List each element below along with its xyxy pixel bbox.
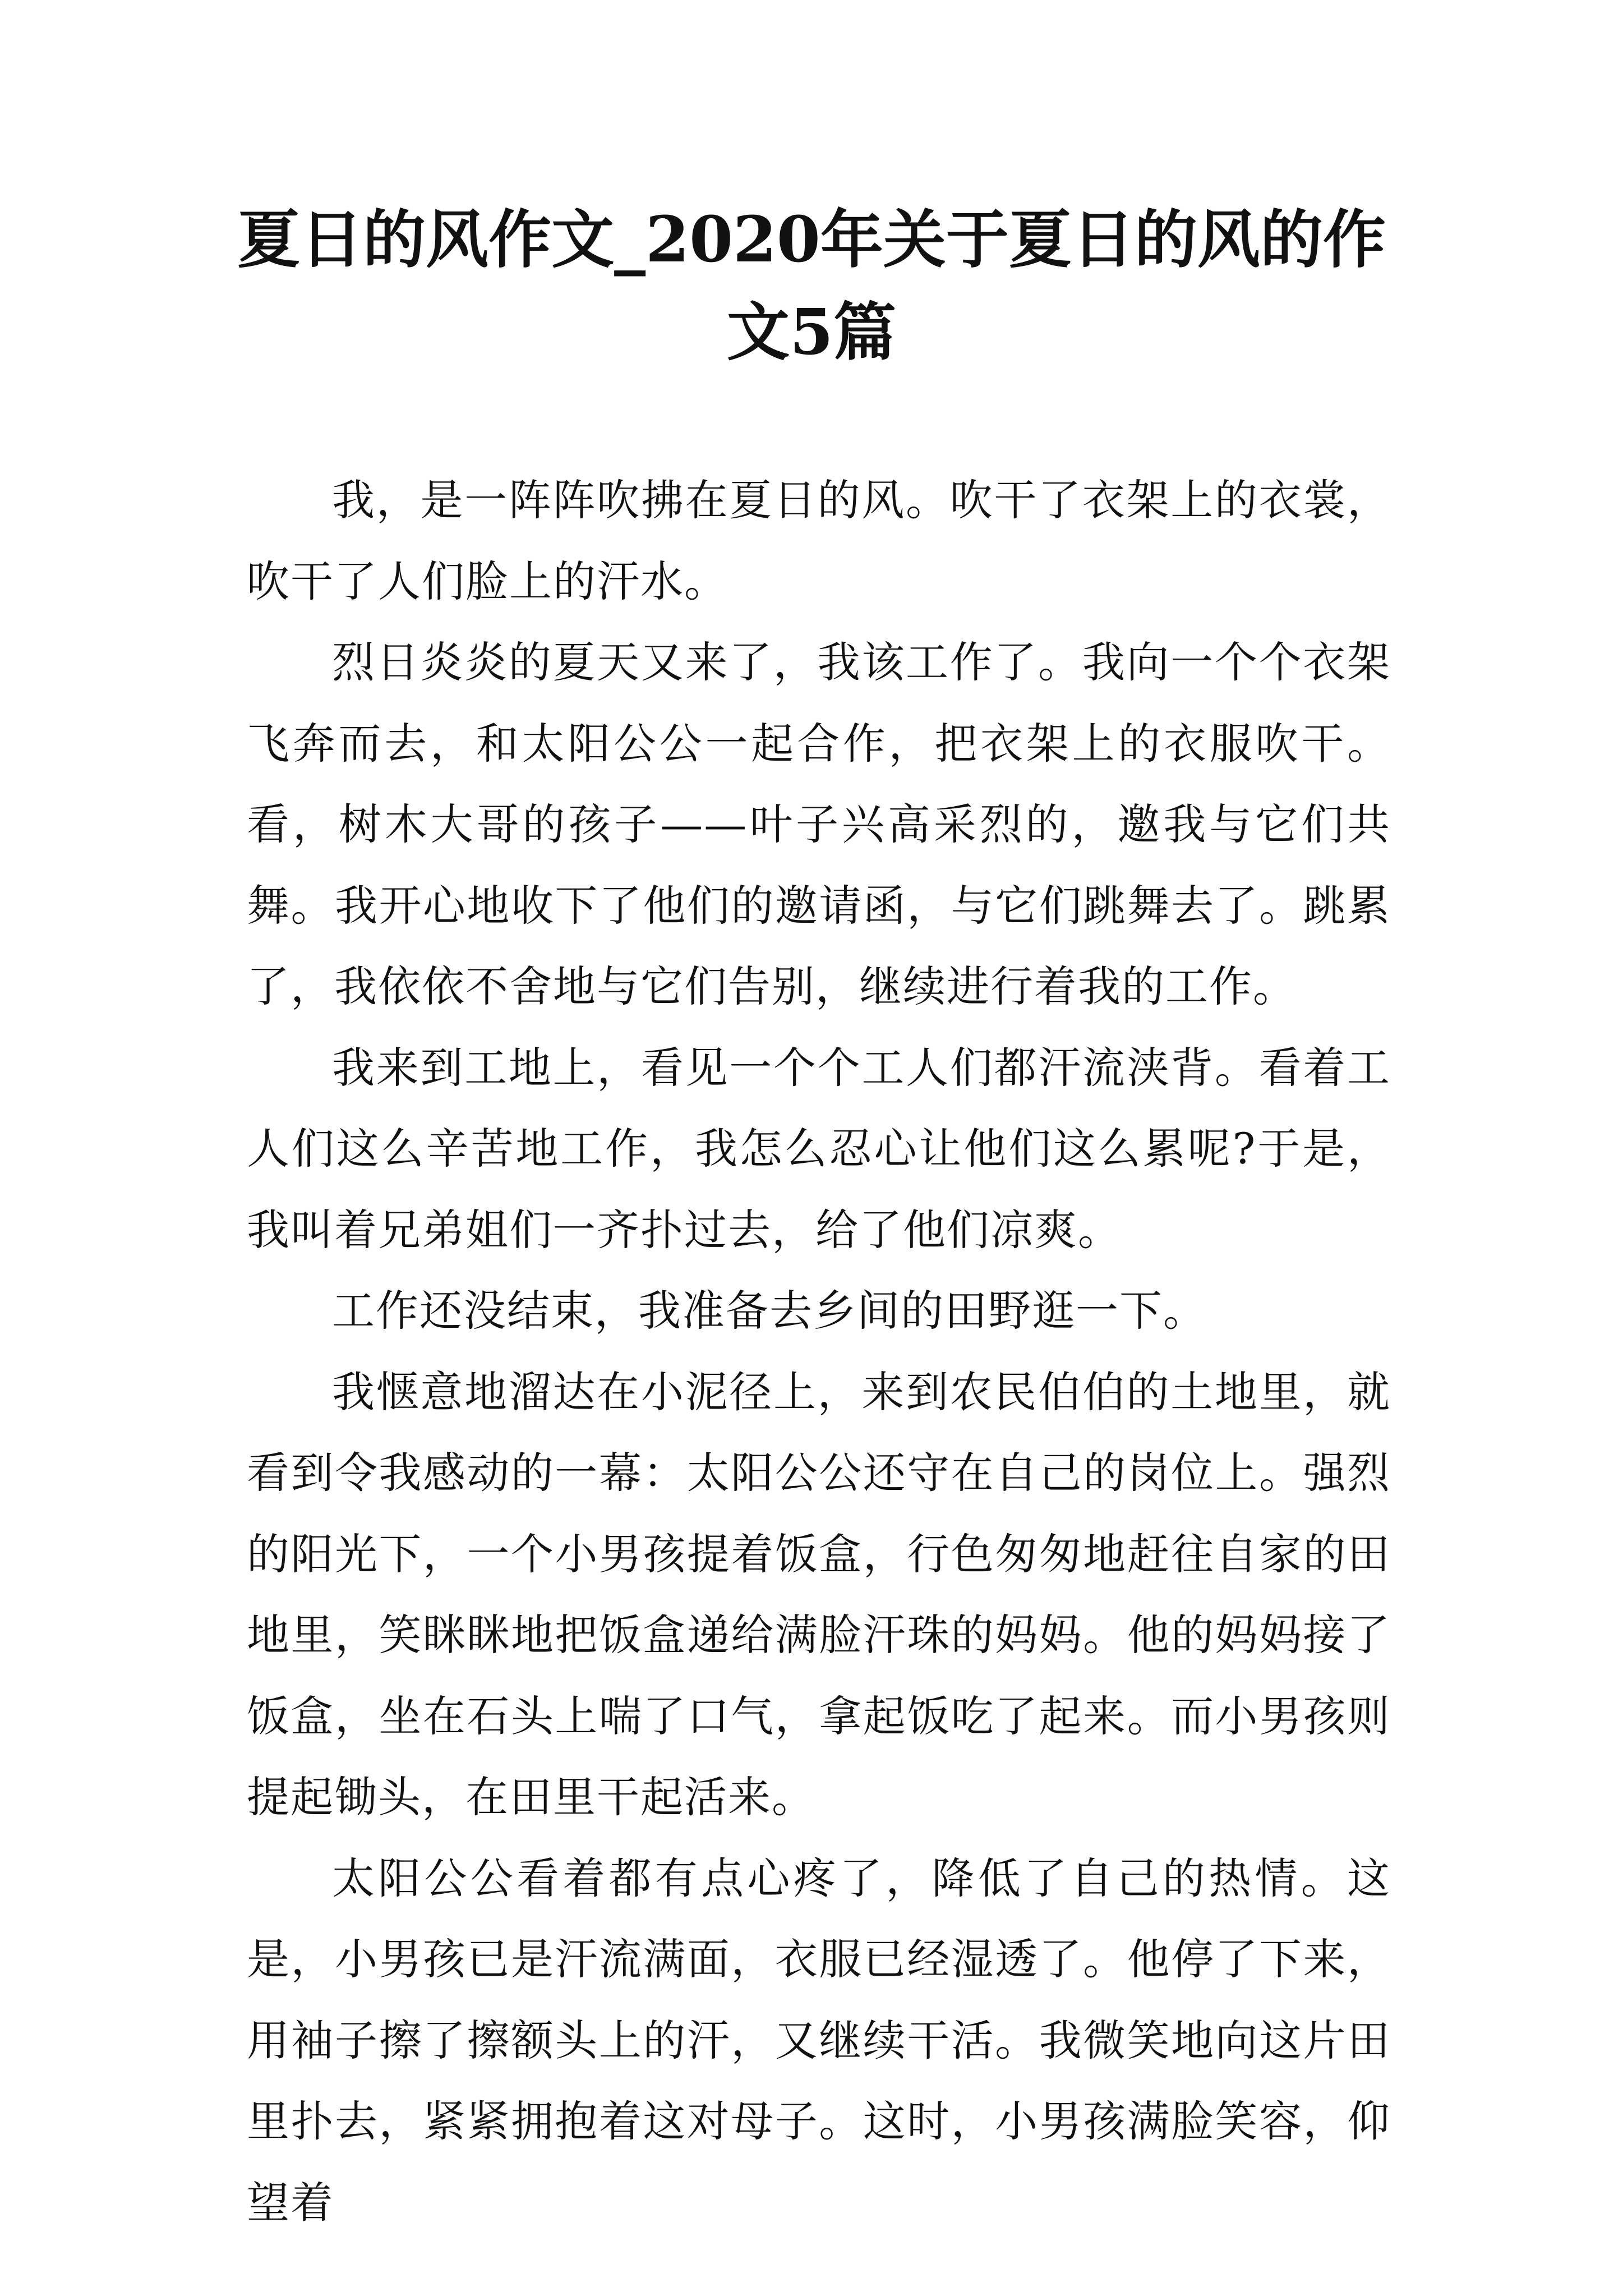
paragraph: 我，是一阵阵吹拂在夏日的风。吹干了衣架上的衣裳，吹干了人们脸上的汗水。 xyxy=(247,475,1391,606)
paragraph: 我来到工地上，看见一个个工人们都汗流浃背。看着工人们这么辛苦地工作，我怎么忍心让他们这么累呢?于是，我叫着兄弟姐们一齐扑过去，给了他们凉爽。 xyxy=(247,1042,1391,1255)
paragraph: 我惬意地溜达在小泥径上，来到农民伯伯的土地里，就看到令我感动的一幕：太阳公公还守在自己的岗位上。强烈的阳光下，一个小男孩提着饭盒，行色匆匆地赶往自家的田地里，笑眯眯地把饭盒递给满脸汗珠的妈妈。他的妈妈接了饭盒，坐在石头上喘了口气，拿起饭吃了起来。而小男孩则提起锄头，在田里干起活来。 xyxy=(247,1366,1391,1822)
paragraph: 工作还没结束，我准备去乡间的田野逛一下。 xyxy=(332,1286,1207,1336)
paragraph: 太阳公公看着都有点心疼了，降低了自己的热情。这是，小男孩已是汗流满面，衣服已经湿透了。他停了下来，用袖子擦了擦额头上的汗，又继续干活。我微笑地向这片田里扑去，紧紧拥抱着这对母子。这时，小男孩满脸笑容，仰望着 xyxy=(247,1853,1391,2228)
paragraph: 烈日炎炎的夏天又来了，我该工作了。我向一个个衣架飞奔而去，和太阳公公一起合作，把衣架上的衣服吹干。看，树木大哥的孩子——叶子兴高采烈的，邀我与它们共舞。我开心地收下了他们的邀请函，与它们跳舞去了。跳累了，我依依不舍地与它们告别，继续进行着我的工作。 xyxy=(247,637,1391,1011)
document-body xyxy=(247,460,1391,2243)
document-title: 夏日的风作文_2020年关于夏日的风的作文5篇 xyxy=(237,203,1386,369)
